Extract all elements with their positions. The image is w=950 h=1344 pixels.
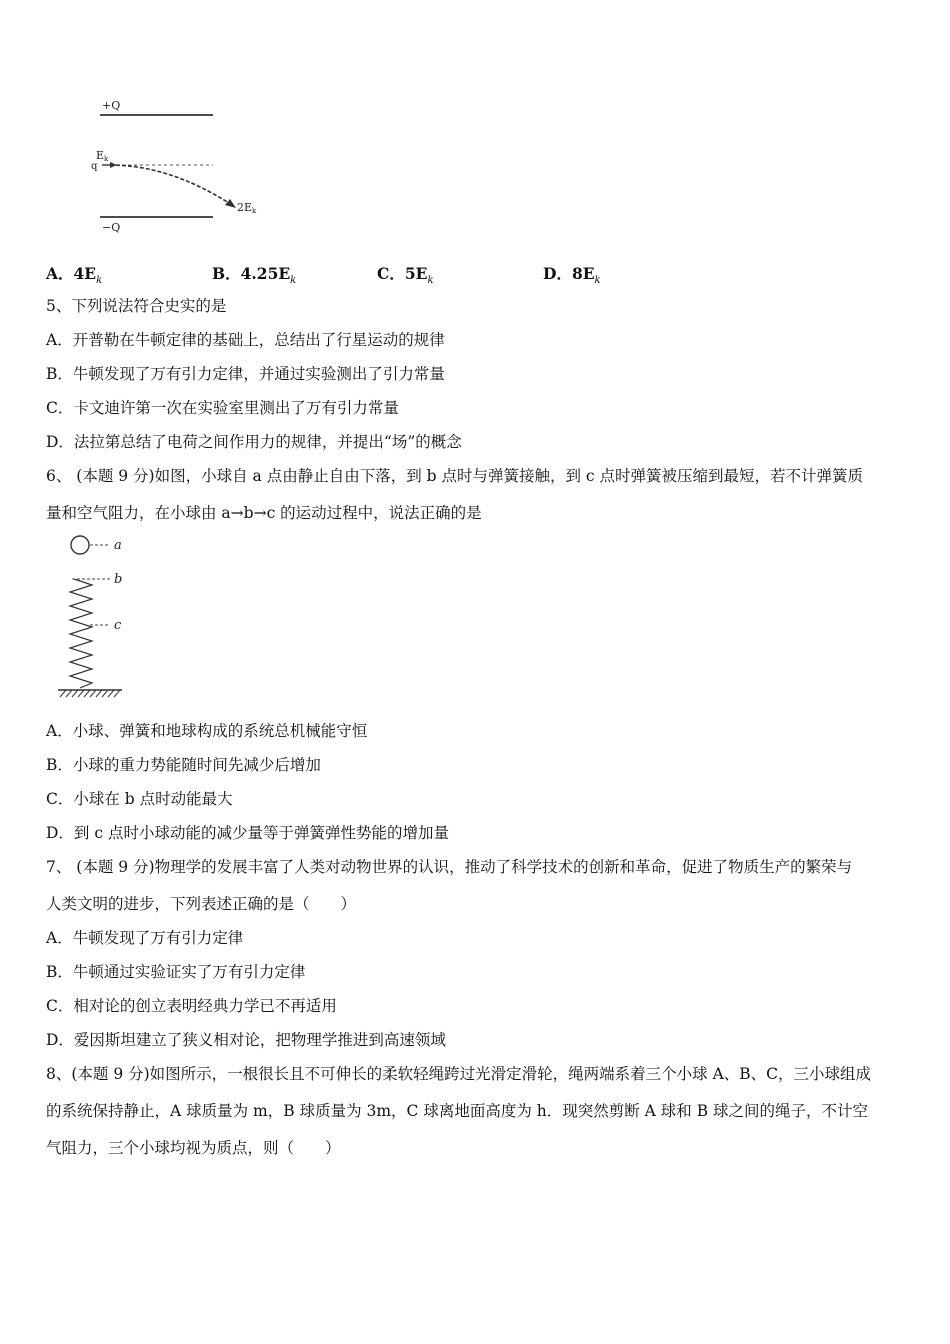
q5-option-b: B．牛顿发现了万有引力定律，并通过实验测出了引力常量 bbox=[46, 365, 445, 383]
a-label: a bbox=[114, 538, 122, 553]
spring-ball-figure bbox=[52, 530, 142, 705]
q5-option-a: A．开普勒在牛顿定律的基础上，总结出了行星运动的规律 bbox=[46, 331, 445, 349]
q4-option-b: B．$4.25E_k$ bbox=[212, 264, 297, 287]
q8-stem-line2: 的系统保持静止，A 球质量为 m，B 球质量为 3m，C 球离地面高度为 h．现突然剪断 A 球和 B 球之间的绳子，不计空 bbox=[46, 1102, 869, 1120]
q5-option-c: C．卡文迪许第一次在实验室里测出了万有引力常量 bbox=[46, 399, 399, 417]
q4-option-d: D．$8E_k$ bbox=[543, 264, 601, 287]
q6-option-b: B．小球的重力势能随时间先减少后增加 bbox=[46, 756, 321, 774]
ball bbox=[71, 536, 89, 554]
q5-stem: 5、下列说法符合史实的是 bbox=[46, 297, 227, 315]
minus-q-label: −Q bbox=[102, 221, 121, 234]
q6-stem-line1: 6、 (本题 9 分)如图，小球自 a 点由静止自由下落，到 b 点时与弹簧接触，到 c 点时弹簧被压缩到最短，若不计弹簧质 bbox=[46, 467, 864, 485]
q4-option-a: A．$4E_k$ bbox=[46, 264, 103, 287]
q-label: q bbox=[91, 161, 98, 172]
c-label: c bbox=[114, 618, 122, 633]
q8-stem-line3: 气阻力，三个小球均视为质点，则（ ） bbox=[46, 1139, 341, 1157]
q6-option-d: D．到 c 点时小球动能的减少量等于弹簧弹性势能的增加量 bbox=[46, 824, 449, 842]
q4-options bbox=[46, 262, 746, 287]
q6-option-a: A．小球、弹簧和地球构成的系统总机械能守恒 bbox=[46, 722, 368, 740]
b-label: b bbox=[114, 572, 123, 587]
q8-stem-line1: 8、(本题 9 分)如图所示，一根很长且不可伸长的柔软轻绳跨过光滑定滑轮，绳两端系着三个小球 A、B、C，三小球组成 bbox=[46, 1065, 872, 1083]
q6-option-c: C．小球在 b 点时动能最大 bbox=[46, 790, 233, 808]
trajectory-curve bbox=[110, 165, 232, 205]
ek-label: Ek bbox=[96, 149, 109, 163]
trajectory-arrowhead bbox=[225, 199, 236, 208]
q7-option-d: D．爱因斯坦建立了狭义相对论，把物理学推进到高速领域 bbox=[46, 1031, 446, 1049]
capacitor-deflection-figure bbox=[60, 95, 270, 235]
two-ek-label: 2Ek bbox=[237, 201, 257, 215]
q6-stem-line2: 量和空气阻力，在小球由 a→b→c 的运动过程中，说法正确的是 bbox=[46, 504, 482, 522]
ground-hatch bbox=[60, 690, 120, 697]
q4-option-c: C．$5E_k$ bbox=[377, 264, 434, 287]
entry-arrowhead bbox=[110, 162, 117, 168]
spring bbox=[70, 579, 92, 688]
q7-stem-line1: 7、 (本题 9 分)物理学的发展丰富了人类对动物世界的认识，推动了科学技术的创新和革命，促进了物质生产的繁荣与 bbox=[46, 858, 853, 876]
q7-stem-line2: 人类文明的进步，下列表述正确的是（ ） bbox=[46, 895, 357, 913]
q7-option-c: C．相对论的创立表明经典力学已不再适用 bbox=[46, 997, 337, 1015]
plus-q-label: +Q bbox=[102, 99, 121, 112]
q7-option-b: B．牛顿通过实验证实了万有引力定律 bbox=[46, 963, 306, 981]
q5-option-d: D．法拉第总结了电荷之间作用力的规律，并提出“场”的概念 bbox=[46, 433, 462, 451]
q7-option-a: A．牛顿发现了万有引力定律 bbox=[46, 929, 244, 947]
